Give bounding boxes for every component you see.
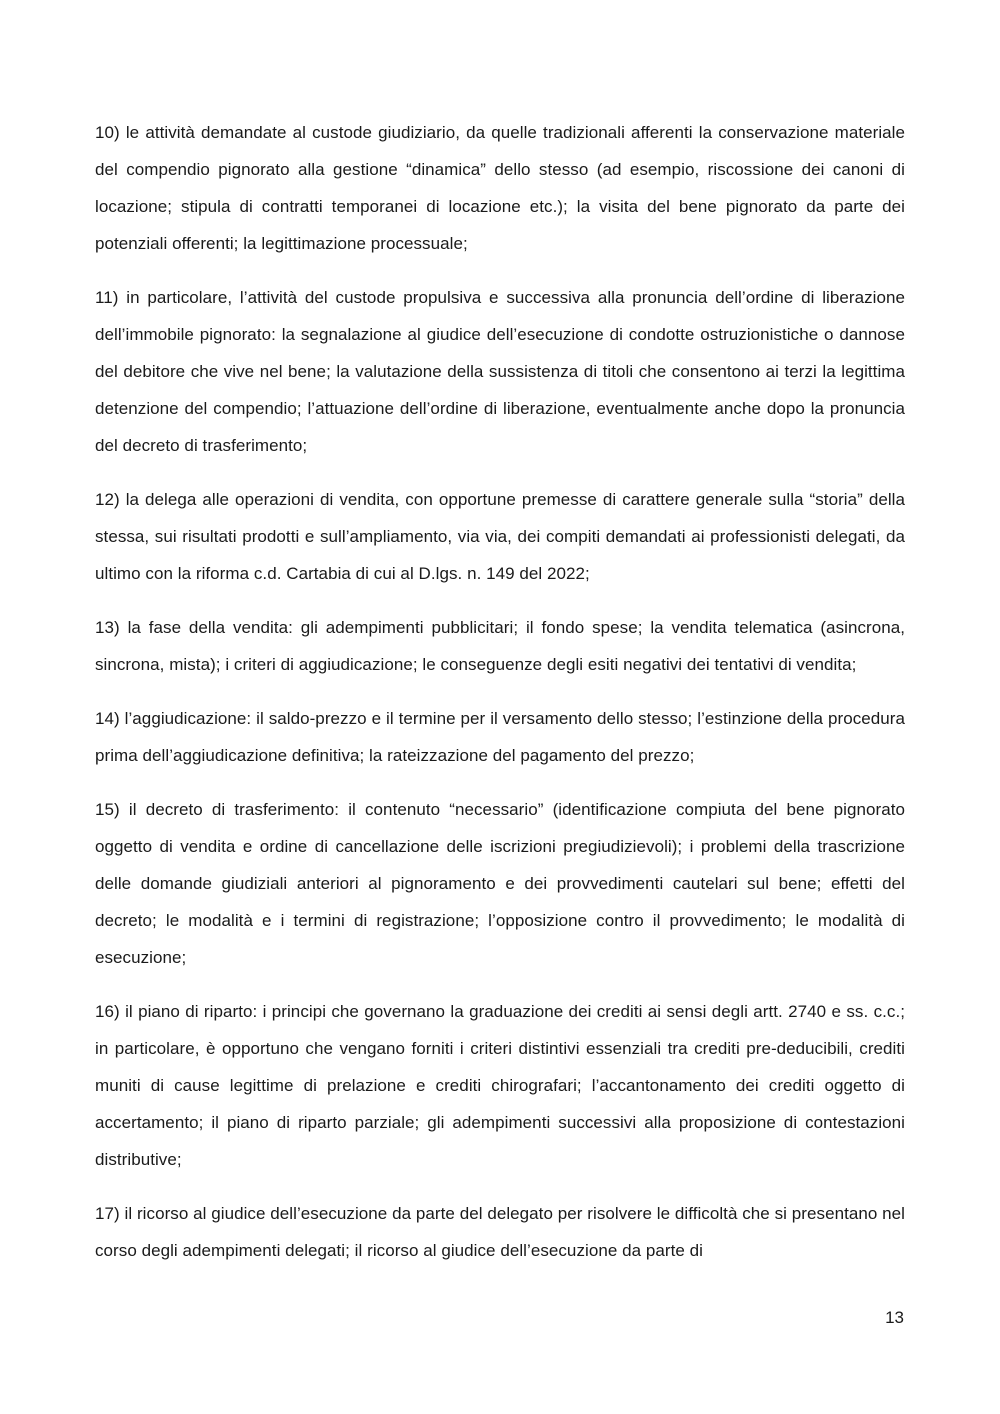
paragraph-17: 17) il ricorso al giudice dell’esecuzione da parte del delegato per risolvere le difficoltà che si presentano nel corso degli adempimenti delegati; il ricorso al giudice dell’esecuzione da parte di bbox=[95, 1204, 905, 1260]
paragraph-14: 14) l’aggiudicazione: il saldo-prezzo e il termine per il versamento dello stesso; l’estinzione della procedura prima dell’aggiudicazione definitiva; la rateizzazione del pagamento del prezzo; bbox=[95, 709, 905, 765]
paragraph-13: 13) la fase della vendita: gli adempimenti pubblicitari; il fondo spese; la vendita telematica (asincrona, sincrona, mista); i criteri di aggiudicazione; le conseguenze degli esiti negativi dei tentativi di vendita; bbox=[95, 618, 905, 674]
paragraph-10: 10) le attività demandate al custode giudiziario, da quelle tradizionali afferenti la conservazione materiale del compendio pignorato alla gestione “dinamica” dello stesso (ad esempio, riscossione dei canoni di locazione; stipula di contratti temporanei di locazione etc.); la visita del bene pignorato da parte dei potenziali offerenti; la legittimazione processuale; bbox=[95, 123, 905, 253]
paragraph-16: 16) il piano di riparto: i principi che governano la graduazione dei crediti ai sensi degli artt. 2740 e ss. c.c.; in particolare, è opportuno che vengano forniti i criteri distintivi essenziali tra crediti pre-deducibili, crediti muniti di cause legittime di prelazione e crediti chirografari; l’accantonamento dei crediti oggetto di accertamento; il piano di riparto parziale; gli adempimenti successivi alla proposizione di contestazioni distributive; bbox=[95, 1002, 905, 1169]
paragraph-15: 15) il decreto di trasferimento: il contenuto “necessario” (identificazione compiuta del bene pignorato oggetto di vendita e ordine di cancellazione delle iscrizioni pregiudizievoli); i problemi della trascrizione delle domande giudiziali anteriori al pignoramento e dei provvedimenti cautelari sul bene; effetti del decreto; le modalità e i termini di registrazione; l’opposizione contro il provvedimento; le modalità di esecuzione; bbox=[95, 800, 905, 967]
paragraph-11: 11) in particolare, l’attività del custode propulsiva e successiva alla pronuncia dell’ordine di liberazione dell’immobile pignorato: la segnalazione al giudice dell’esecuzione di condotte ostruzionistiche o dannose del debitore che vive nel bene; la valutazione della sussistenza di titoli che consentono ai terzi la legittima detenzione del compendio; l’attuazione dell’ordine di liberazione, eventualmente anche dopo la pronuncia del decreto di trasferimento; bbox=[95, 288, 905, 455]
page-number: 13 bbox=[885, 1308, 904, 1327]
page-body bbox=[95, 114, 905, 1286]
paragraph-12: 12) la delega alle operazioni di vendita, con opportune premesse di carattere generale sulla “storia” della stessa, sui risultati prodotti e sull’ampliamento, via via, dei compiti demandati ai professionisti delegati, da ultimo con la riforma c.d. Cartabia di cui al D.lgs. n. 149 del 2022; bbox=[95, 490, 905, 583]
